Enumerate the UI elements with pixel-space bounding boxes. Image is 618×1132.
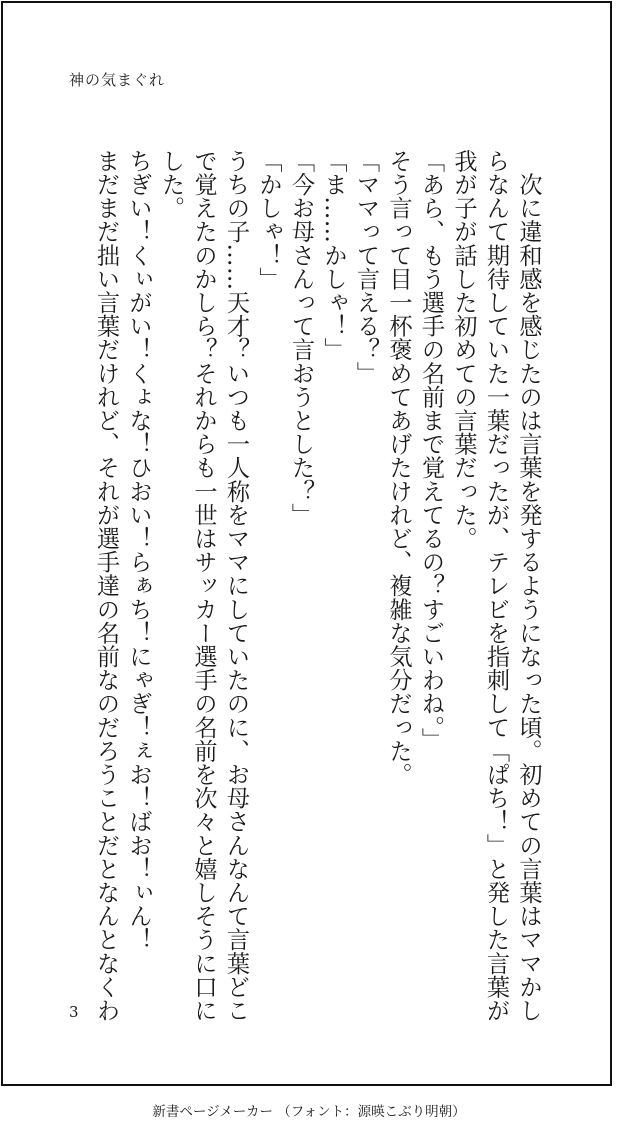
vertical-body-text: [89, 149, 544, 1023]
running-header-title: 神の気まぐれ: [69, 71, 166, 89]
text-line: そう言って目一杯褒めてあげたけれど、複雑な気分だった。: [385, 149, 412, 787]
text-line: 我が子が話した初めての言葉だった。: [450, 149, 477, 551]
text-line: らなんて期待していた一葉だったが、テレビを指刺して「ぱち！」と発した言葉が: [482, 149, 510, 1023]
text-line: した。: [157, 149, 185, 220]
text-line: まだまだ拙い言葉だけれど、それが選手達の名前なのだろうことだとなんとなくわ: [92, 149, 120, 1023]
page-number: 3: [69, 1003, 79, 1021]
text-line: 「ま……かしゃ！」: [320, 149, 347, 362]
text-line: 「かしゃ！」: [255, 149, 282, 291]
text-line: ちぎい！くぃがい！くょな！ひおい！らぁち！にゃぎ！ぇお！ばお！ぃん！: [125, 149, 152, 952]
book-page: [1, 1, 612, 1086]
text-line: 「あら、もう選手の名前まで覚えてるの？すごいわね。」: [417, 149, 445, 751]
text-line: 次に違和感を感じたのは言葉を発するようになった頃。初めての言葉はママかし: [515, 149, 542, 1023]
text-line: 「ママって言える？」: [352, 149, 380, 385]
text-line: うちの子……天才？いつも一人称をママにしていたのに、お母さんなんて言葉どこ: [222, 149, 250, 1023]
text-line: 「今お母さんって言おうとした？」: [287, 149, 315, 527]
footer-credit: 新書ページメーカー （フォント：源暎こぶり明朝）: [152, 1104, 466, 1120]
text-line: で覚えたのかしら？それからも一世はサッカー選手の名前を次々と嬉しそうに口に: [190, 149, 217, 1023]
